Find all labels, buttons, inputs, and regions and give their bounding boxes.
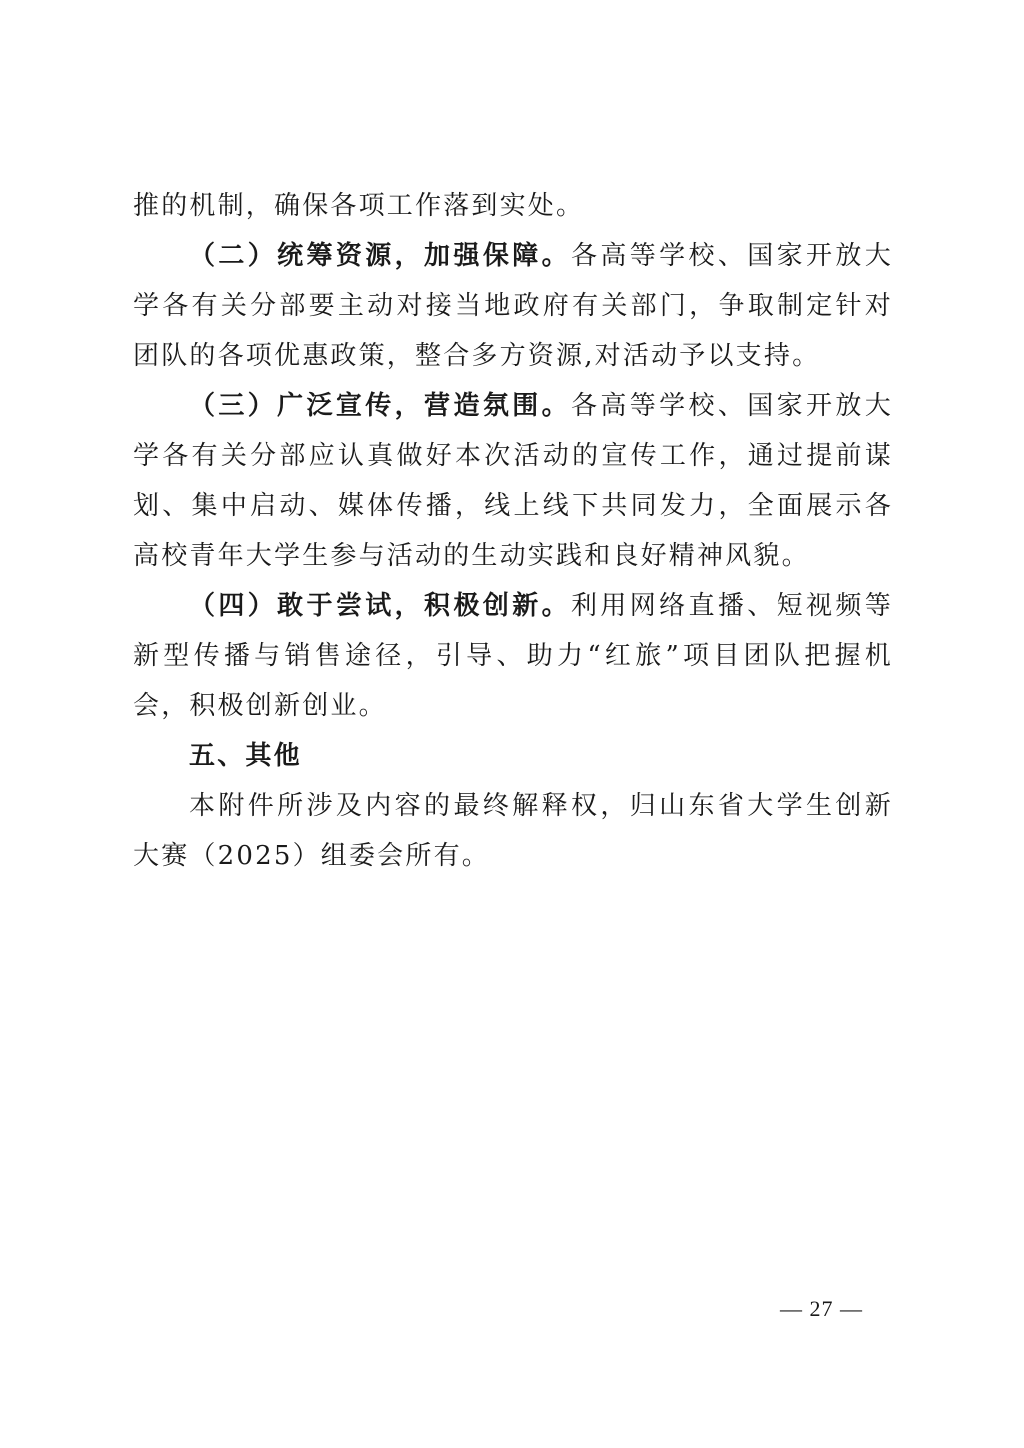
paragraph-two <box>133 231 893 381</box>
paragraph-lead: （二）统筹资源，加强保障。 <box>189 241 571 271</box>
paragraph-lead: （三）广泛宣传，营造氛围。 <box>189 391 571 421</box>
paragraph-text: 利用网络直播、短视频等新型传播与销售途径，引导、助力“红旅”项目团队把握机会，积极创新创业。 <box>133 591 893 721</box>
paragraph-text: 本附件所涉及内容的最终解释权，归山东省大学生创新大赛（2025）组委会所有。 <box>133 791 893 871</box>
paragraph-text: 各高等学校、国家开放大学各有关分部要主动对接当地政府有关部门，争取制定针对团队的各项优惠政策，整合多方资源,对活动予以支持。 <box>133 241 893 371</box>
paragraph-continuation <box>133 181 893 231</box>
section-heading-other: 五、其他 <box>189 741 302 771</box>
paragraph-text: 推的机制，确保各项工作落到实处。 <box>133 191 585 221</box>
paragraph-three <box>133 381 893 581</box>
page-number: — 27 — <box>780 1296 863 1321</box>
paragraph-section-five <box>133 781 893 881</box>
paragraph-four <box>133 581 893 731</box>
paragraph-text: 各高等学校、国家开放大学各有关分部应认真做好本次活动的宣传工作，通过提前谋划、集中启动、媒体传播，线上线下共同发力，全面展示各高校青年大学生参与活动的生动实践和良好精神风貌。 <box>133 391 893 571</box>
paragraph-lead: （四）敢于尝试，积极创新。 <box>189 591 571 621</box>
document-body <box>133 181 893 881</box>
